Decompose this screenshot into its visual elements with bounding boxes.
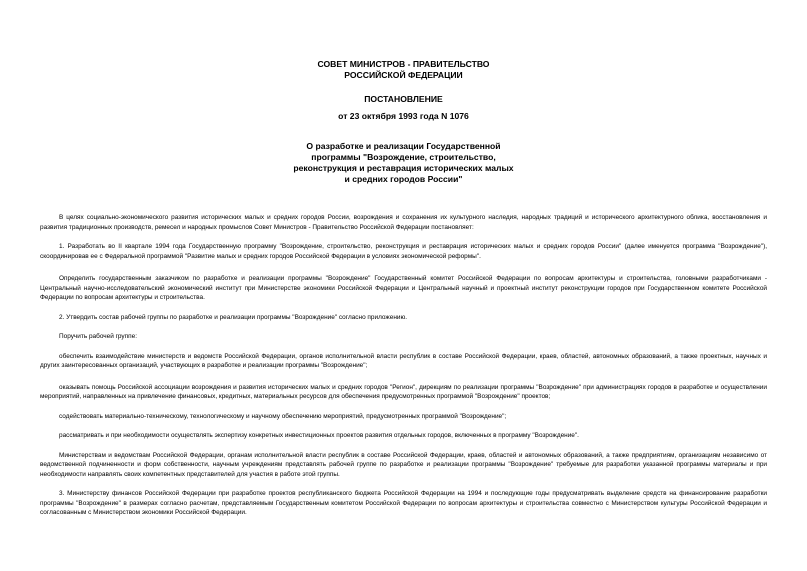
issuer-heading (0, 59, 807, 81)
paragraph-item-2: 2. Утвердить состав рабочей группы по разработке и реализации программы "Возрождение" согласно приложению. (59, 313, 408, 321)
document-type: ПОСТАНОВЛЕНИЕ (364, 94, 443, 104)
paragraph-preamble: В целях социально-экономического развития исторических малых и средних городов России, возрождения и сохранения их культурного наследия, народных традиций и исторического архитектурного облика, восстановления и развития традиционных производств, ремесел и народных промыслов Совет Министров - Правительство Российской Федерации постановляет: (40, 214, 767, 231)
paragraph-provide-assistance: оказывать помощь Российской ассоциации возрождения и развития исторических малых и средних городов "Регион", дирекциям по реализации программы "Возрождение" при администрациях городов в разработке и осуществлении мероприятий, направленных на привлечение финансовых, кредитных, материальных ресурсов для обеспечения предусмотренных программой "Возрождение" проектов; (40, 383, 767, 400)
paragraph-instruct-group: Поручить рабочей группе: (59, 333, 137, 340)
paragraph-item-3: 3. Министерству финансов Российской Федерации при разработке проектов республиканского бюджета Российской Федерации на 1994 и последующие годы предусматривать выделение средств на финансирование разработки программы "Возрождение" в размерах согласно расчетам, представляемым Государственным комитетом Российской Федерации по вопросам архитектуры и строительства совместно с Министерством культуры Российской Федерации и согласованным с Министерством экономики Российской Федерации. (40, 490, 767, 516)
paragraph-customer: Определить государственным заказчиком по разработке и реализации программы "Возрождение" Государственный комитет Российской Федерации по вопросам архитектуры и строительства, головными разработчиками - Центральный научно-исследовательский экономический институт при Министерстве экономики Российской Федерации и Центральный научный и проектный институт реконструкции городов при Государственном комитете Российской Федерации по вопросам архитектуры и строительства. (40, 275, 767, 301)
paragraph-item-1: 1. Разработать во II квартале 1994 года Государственную программу "Возрождение, строительство, реконструкция и реставрация исторических малых и средних городов России" (далее именуется программа "Возрождение"), скоординировав ее с Федеральной программой "Развитие малых и средних городов Российской Федерации в условиях экономической реформы". (40, 243, 767, 260)
paragraph-ensure-interaction: обеспечить взаимодействие министерств и ведомств Российской Федерации, органов исполнительной власти республик в составе Российской Федерации, краев, областей, автономных образований, а также проектных, научных и других заинтересованных организаций, участвующих в разработке и реализации программы "Возрождение"; (40, 352, 767, 369)
document-date-number: от 23 октября 1993 года N 1076 (338, 111, 469, 121)
paragraph-review-projects: рассматривать и при необходимости осуществлять экспертизу конкретных инвестиционных проектов развития отдельных городов, включенных в программу "Возрождение". (59, 432, 579, 439)
title-line-4: и средних городов России" (344, 174, 463, 184)
title-line-2: программы "Возрождение, строительство, (311, 152, 496, 162)
paragraph-support-material: содействовать материально-техническому, технологическому и научному обеспечению мероприятий, предусмотренных программой "Возрождение"; (59, 412, 507, 420)
paragraph-ministries: Министерствам и ведомствам Российской Федерации, органам исполнительной власти республик в составе Российской Федерации, краев, областей и автономных образований, а также предприятиям, организациям независимо от ведомственной подчиненности и форм собственности, научным учреждениям представлять рабочей группе по разработке и реализации программы "Возрождение" требуемые для разработки указанной программы материалы и при необходимости направлять своих компетентных представителей для участия в работе этой группы. (40, 451, 767, 478)
issuer-line-2: РОССИЙСКОЙ ФЕДЕРАЦИИ (344, 70, 463, 80)
title-line-1: О разработке и реализации Государственной (306, 141, 501, 151)
title-line-3: реконструкция и реставрация исторических малых (293, 163, 514, 173)
document-title (0, 141, 807, 185)
issuer-line-1: СОВЕТ МИНИСТРОВ - ПРАВИТЕЛЬСТВО (317, 59, 490, 69)
document-body (40, 213, 767, 518)
